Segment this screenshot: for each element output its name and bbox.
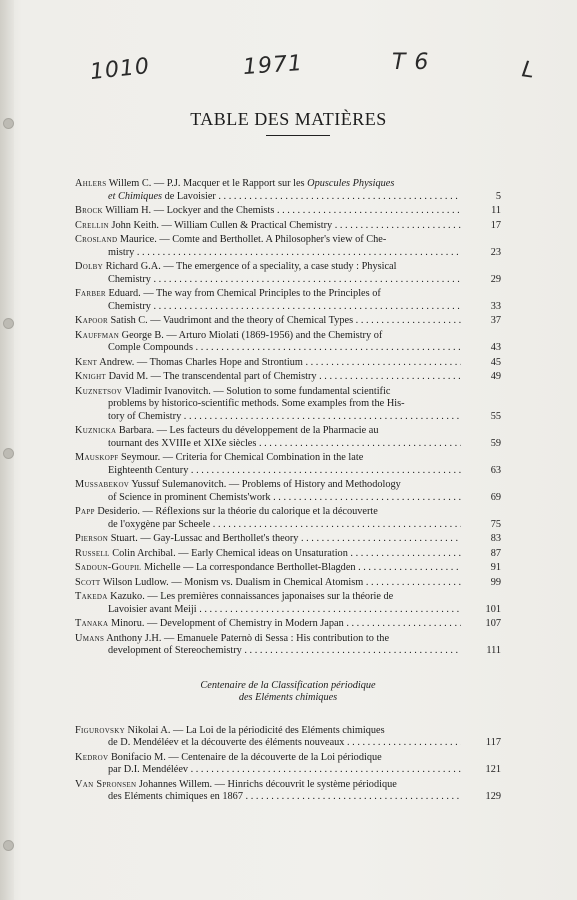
entry-page-number: 121 [485,764,501,775]
entry-title: Kazuko. — Les premières connaissances japonaises sur la théorie de [110,591,394,602]
handwritten-note-middle: 1971 [242,50,304,81]
entry-continuation-line [75,604,461,617]
entry-title-continued: de D. Mendéléev et la découverte des éléments nouveaux [108,737,345,748]
entry-first-line [75,386,461,399]
entry-author: Umans [75,632,105,644]
entry-first-line [75,725,461,738]
entry-title-continued: problems by historico-scientific methods. Some examples from the His- [108,398,405,409]
entry-page-number: 63 [490,464,501,476]
entry-page-number: 117 [485,737,501,748]
toc-entry [75,234,501,259]
entry-first-line [75,506,461,519]
entry-title-continued: Chemistry [108,300,151,312]
entry-continuation-line [75,645,461,658]
entry-title: Barbara. — Les facteurs du développement de la Pharmacie au [118,425,379,436]
entry-title: Maurice. — Comte and Berthollet. A Philosopher's view of Che- [119,234,387,245]
toc-entry [75,577,501,590]
entry-continuation-line [75,519,461,532]
entry-author: Kuznicka [75,425,117,436]
entry-first-line [75,315,461,328]
entry-continuation-line [75,398,461,411]
entry-page-number: 87 [490,547,501,559]
table-of-contents [75,178,501,806]
entry-title-continued: tournant des XVIIIe et XIXe siècles [108,437,257,449]
entry-author: Kapoor [75,315,108,326]
toc-entry [75,562,501,575]
entry-continuation-line [75,191,461,204]
entry-title-continued: par D.I. Mendéléev [108,764,189,775]
entry-title-continued: des Eléments chimiques en 1867 [108,791,243,802]
entry-title: Andrew. — Thomas Charles Hope and Strontium [99,356,303,368]
entry-page-number: 111 [486,645,501,656]
entry-page-number: 55 [490,410,501,422]
entry-first-line [75,562,461,575]
entry-page-number: 107 [485,618,501,629]
entry-page-number: 45 [490,356,501,368]
entry-first-line [75,330,461,343]
entry-author: Scott [75,576,101,588]
handwritten-note-corner: L [520,57,537,84]
entry-author: Pierson [75,533,109,544]
entry-page-number: 37 [490,315,501,326]
toc-entry [75,452,501,477]
entry-page-number: 91 [490,562,501,573]
entry-title: Desiderio. — Réflexions sur la théorie du calorique et la découverte [97,506,378,517]
entry-title-continued: Comple Compounds [108,342,193,353]
entry-title-continued: de Lavoisier [164,190,216,202]
page-title: TABLE DES MATIÈRES [190,109,387,129]
entry-title: Michelle — La correspondance Berthollet-Blagden [143,562,356,573]
entry-page-number: 99 [490,576,501,588]
entry-continuation-line [75,438,461,451]
entry-title-italic: et Chimiques [108,190,163,202]
entry-title: Anthony J.H. — Emanuele Paternò di Sessa : His contribution to the [106,632,390,644]
entry-title: Seymour. — Criteria for Chemical Combination in the late [121,452,364,463]
entry-author: Tanaka [75,618,109,629]
entry-author: Takeda [75,591,108,602]
entry-title-continued: Lavoisier avant Meiji [108,603,197,615]
entry-title: Wilson Ludlow. — Monism vs. Dualism in Chemical Atomism [102,576,364,588]
toc-entry [75,479,501,504]
entry-author: Brock [75,205,103,216]
entry-first-line [75,618,461,631]
entry-title: David M. — The transcendental part of Chemistry [108,371,317,382]
toc-entry [75,371,501,384]
section-heading-line: Centenaire de la Classification périodique [200,679,376,691]
entry-author: Mussabekov [75,479,130,490]
binding-hole [3,318,14,329]
entry-author: Farber [75,288,106,299]
toc-entry [75,425,501,450]
entry-first-line [75,357,461,370]
entry-title: Stuart. — Gay-Lussac and Berthollet's theory [110,533,299,544]
entry-title: Minoru. — Development of Chemistry in Modern Japan [110,618,344,629]
entry-first-line [75,205,461,218]
entry-first-line [75,452,461,465]
entry-page-number: 75 [490,518,501,530]
entry-page-number: 83 [490,533,501,544]
handwritten-note-left: 1010 [88,53,152,86]
entry-continuation-line [75,492,461,505]
entry-first-line [75,371,461,384]
entry-first-line [75,288,461,301]
entry-first-line [75,752,461,765]
entry-title: William H. — Lockyer and the Chemists [105,205,275,216]
entry-continuation-line [75,465,461,478]
entry-author: Kauffman [75,329,120,341]
handwritten-note-right: T 6 [392,50,430,75]
entry-page-number: 101 [485,603,501,615]
entry-author: Figurovsky [75,724,125,736]
toc-entry [75,315,501,328]
toc-entry [75,178,501,203]
entry-author: Van Spronsen [75,778,137,790]
section-heading [75,680,501,705]
entry-first-line [75,591,461,604]
entry-title-continued: of Science in prominent Chemists'work [108,491,271,503]
entry-author: Crellin [75,219,109,231]
entry-continuation-line [75,342,461,355]
toc-entry [75,220,501,233]
toc-entry [75,205,501,218]
entry-first-line [75,234,461,247]
entry-first-line [75,548,461,561]
entry-author: Kuznetsov [75,385,123,397]
entry-continuation-line [75,274,461,287]
entry-title: Eduard. — The way from Chemical Principles to the Principles of [108,288,381,299]
entry-first-line [75,220,461,233]
entry-title: John Keith. — William Cullen & Practical Chemistry [111,219,333,231]
entry-first-line [75,633,461,646]
entry-title: George B. — Arturo Miolati (1869-1956) and the Chemistry of [121,329,383,341]
entry-title-italic: Opuscules Physiques [307,178,395,189]
entry-page-number: 33 [490,300,501,312]
entry-page-number: 17 [490,219,501,231]
toc-entry [75,618,501,631]
entry-first-line [75,779,461,792]
entry-author: Crosland [75,234,118,245]
entry-author: Ahlers [75,178,107,189]
entry-first-line [75,479,461,492]
entry-page-number: 59 [490,437,501,449]
entry-author: Kedrov [75,751,109,763]
toc-entry [75,591,501,616]
entry-title: Johannes Willem. — Hinrichs découvrit le système périodique [138,778,397,790]
entry-page-number: 29 [490,273,501,285]
entry-first-line [75,261,461,274]
toc-entry [75,752,501,777]
entry-title: Richard G.A. — The emergence of a speciality, a case study : Physical [105,261,397,272]
entry-page-number: 129 [485,791,501,802]
entry-title-continued: Chemistry [108,273,151,285]
entry-continuation-line [75,764,461,777]
entry-continuation-line [75,791,461,804]
entry-author: Russell [75,547,110,559]
entry-continuation-line [75,301,461,314]
toc-entry [75,779,501,804]
entry-page-number: 43 [490,342,501,353]
entry-author: Sadoun-Goupil [75,562,142,573]
section-heading-line: des Eléments chimiques [238,692,338,703]
entry-title: Colin Archibal. — Early Chemical ideas on Unsaturation [112,547,348,559]
binding-hole [3,448,14,459]
entry-page-number: 23 [490,246,501,258]
entry-author: Knight [75,371,107,382]
entry-title-continued: de l'oxygène par Scheele [108,518,211,530]
toc-entry [75,548,501,561]
toc-entry [75,506,501,531]
entry-title-continued: mistry [108,246,135,258]
entry-page-number: 11 [491,205,501,216]
entry-title: Nikolai A. — La Loi de la périodicité des Eléments chimiques [127,724,385,736]
toc-entry [75,330,501,355]
entry-first-line [75,178,461,191]
entry-author: Papp [75,506,95,517]
toc-entry [75,533,501,546]
entry-title: Vladimir Ivanovitch. — Solution to some fundamental scientific [124,385,391,397]
entry-page-number: 49 [490,371,501,382]
entry-title: Willem C. — P.J. Macquer et le Rapport sur les [108,178,305,189]
entry-first-line [75,425,461,438]
toc-entry [75,288,501,313]
entry-title: Yussuf Sulemanovitch. — Problems of History and Methodology [131,479,401,490]
entry-author: Mauskopf [75,452,119,463]
entry-title-continued: tory of Chemistry [108,410,182,422]
toc-entry [75,386,501,424]
entry-continuation-line [75,411,461,424]
binding-hole [3,840,14,851]
entry-author: Dolby [75,261,103,272]
entry-title: Satish C. — Vaudrimont and the theory of Chemical Types [110,315,354,326]
entry-first-line [75,577,461,590]
entry-title-continued: development of Stereochemistry [108,645,242,656]
toc-entry [75,633,501,658]
entry-author: Kent [75,356,98,368]
toc-entry [75,357,501,370]
entry-page-number: 5 [495,190,501,202]
entry-page-number: 69 [490,491,501,503]
toc-entry [75,261,501,286]
toc-entry [75,725,501,750]
binding-edge [0,0,14,900]
entry-continuation-line [75,737,461,750]
entry-title-continued: Eighteenth Century [108,464,189,476]
title-divider [266,135,330,136]
entry-continuation-line [75,247,461,260]
entry-first-line [75,533,461,546]
entry-title: Bonifacio M. — Centenaire de la découverte de la Loi périodique [110,751,382,763]
